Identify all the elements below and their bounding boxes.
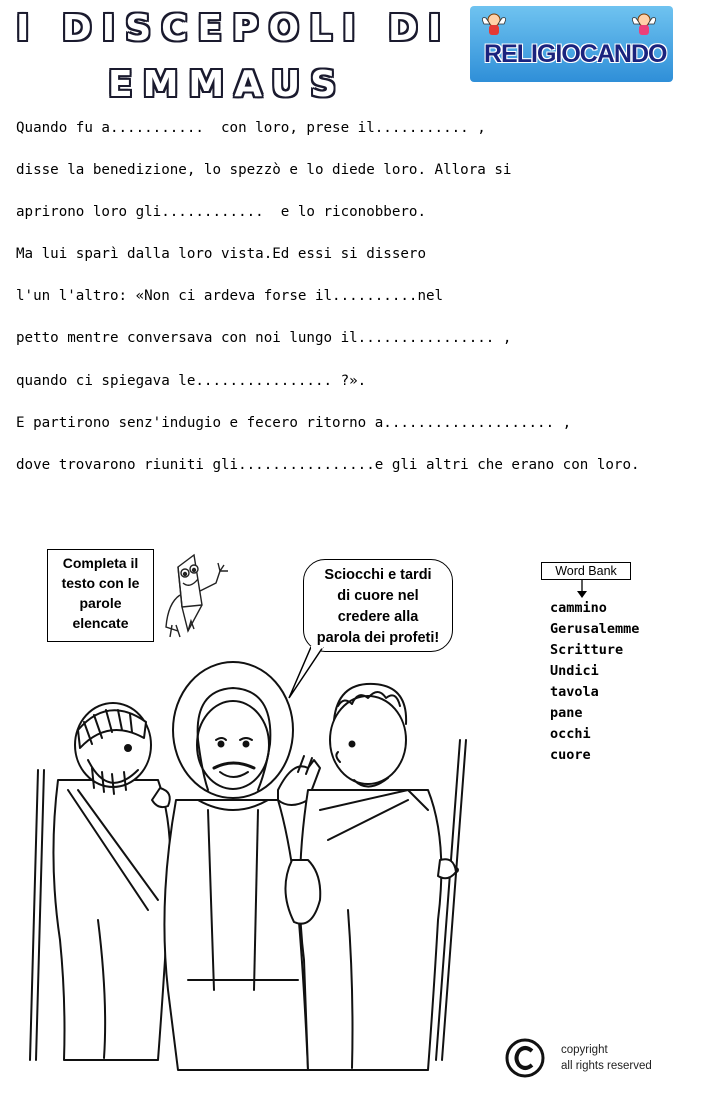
instruction-line: parole [79,595,122,611]
word-bank-item: cammino [550,600,607,616]
speech-line: Sciocchi e tardi [324,567,432,583]
instruction-line: testo con le [61,575,140,591]
text-line: aprirono loro gli............ e lo riconobbero. [16,204,426,221]
religiocando-logo [470,6,673,82]
word-bank-item: pane [550,705,583,721]
text-line: E partirono senz'indugio e fecero ritorno a.................... , [16,414,572,431]
angel-icon [480,12,508,36]
word-bank-item: cuore [550,747,591,763]
text-line: dove trovarono riuniti gli................e gli altri che erano con loro. [16,456,640,473]
disciples-of-emmaus-illustration [8,660,478,1072]
instruction-line: elencate [72,615,129,631]
page-title-line-2: EMMAUS [108,64,347,105]
text-line: Quando fu a........... con loro, prese il........... , [16,120,486,136]
fill-in-text [16,117,706,496]
speech-line: credere alla [337,609,419,625]
text-line: Ma lui sparì dalla loro vista.Ed essi si dissero [16,246,426,263]
word-bank-title: Word Bank [541,562,631,580]
text-line: quando ci spiegava le................ ?». [16,372,367,389]
page-title-line-1: I DISCEPOLI DI [16,8,452,49]
text-line: l'un l'altro: «Non ci ardeva forse il..........nel [16,288,444,305]
word-bank-item: Undici [550,663,599,679]
word-bank-item: occhi [550,726,591,742]
word-bank-item: tavola [550,684,599,700]
speech-bubble [303,559,453,652]
speech-line: parola dei profeti! [316,630,440,646]
pencil-mascot-icon [158,545,236,641]
arrow-down-icon [575,579,589,599]
text-line: petto mentre conversava con noi lungo il................ , [16,330,512,347]
word-bank-item: Gerusalemme [550,621,640,637]
instruction-box [47,549,154,642]
copyright-text [561,1042,652,1074]
word-bank-item: Scritture [550,642,624,658]
copyright-icon [505,1038,545,1078]
instruction-line: Completa il [62,555,139,571]
word-bank-list [550,598,639,766]
logo-text: RELIGIOCANDO [484,40,667,68]
speech-line: di cuore nel [337,588,419,604]
text-line: disse la benedizione, lo spezzò e lo diede loro. Allora si [16,162,512,179]
copyright-line: copyright [561,1044,608,1056]
angel-icon [630,12,658,36]
copyright-line: all rights reserved [561,1060,652,1072]
